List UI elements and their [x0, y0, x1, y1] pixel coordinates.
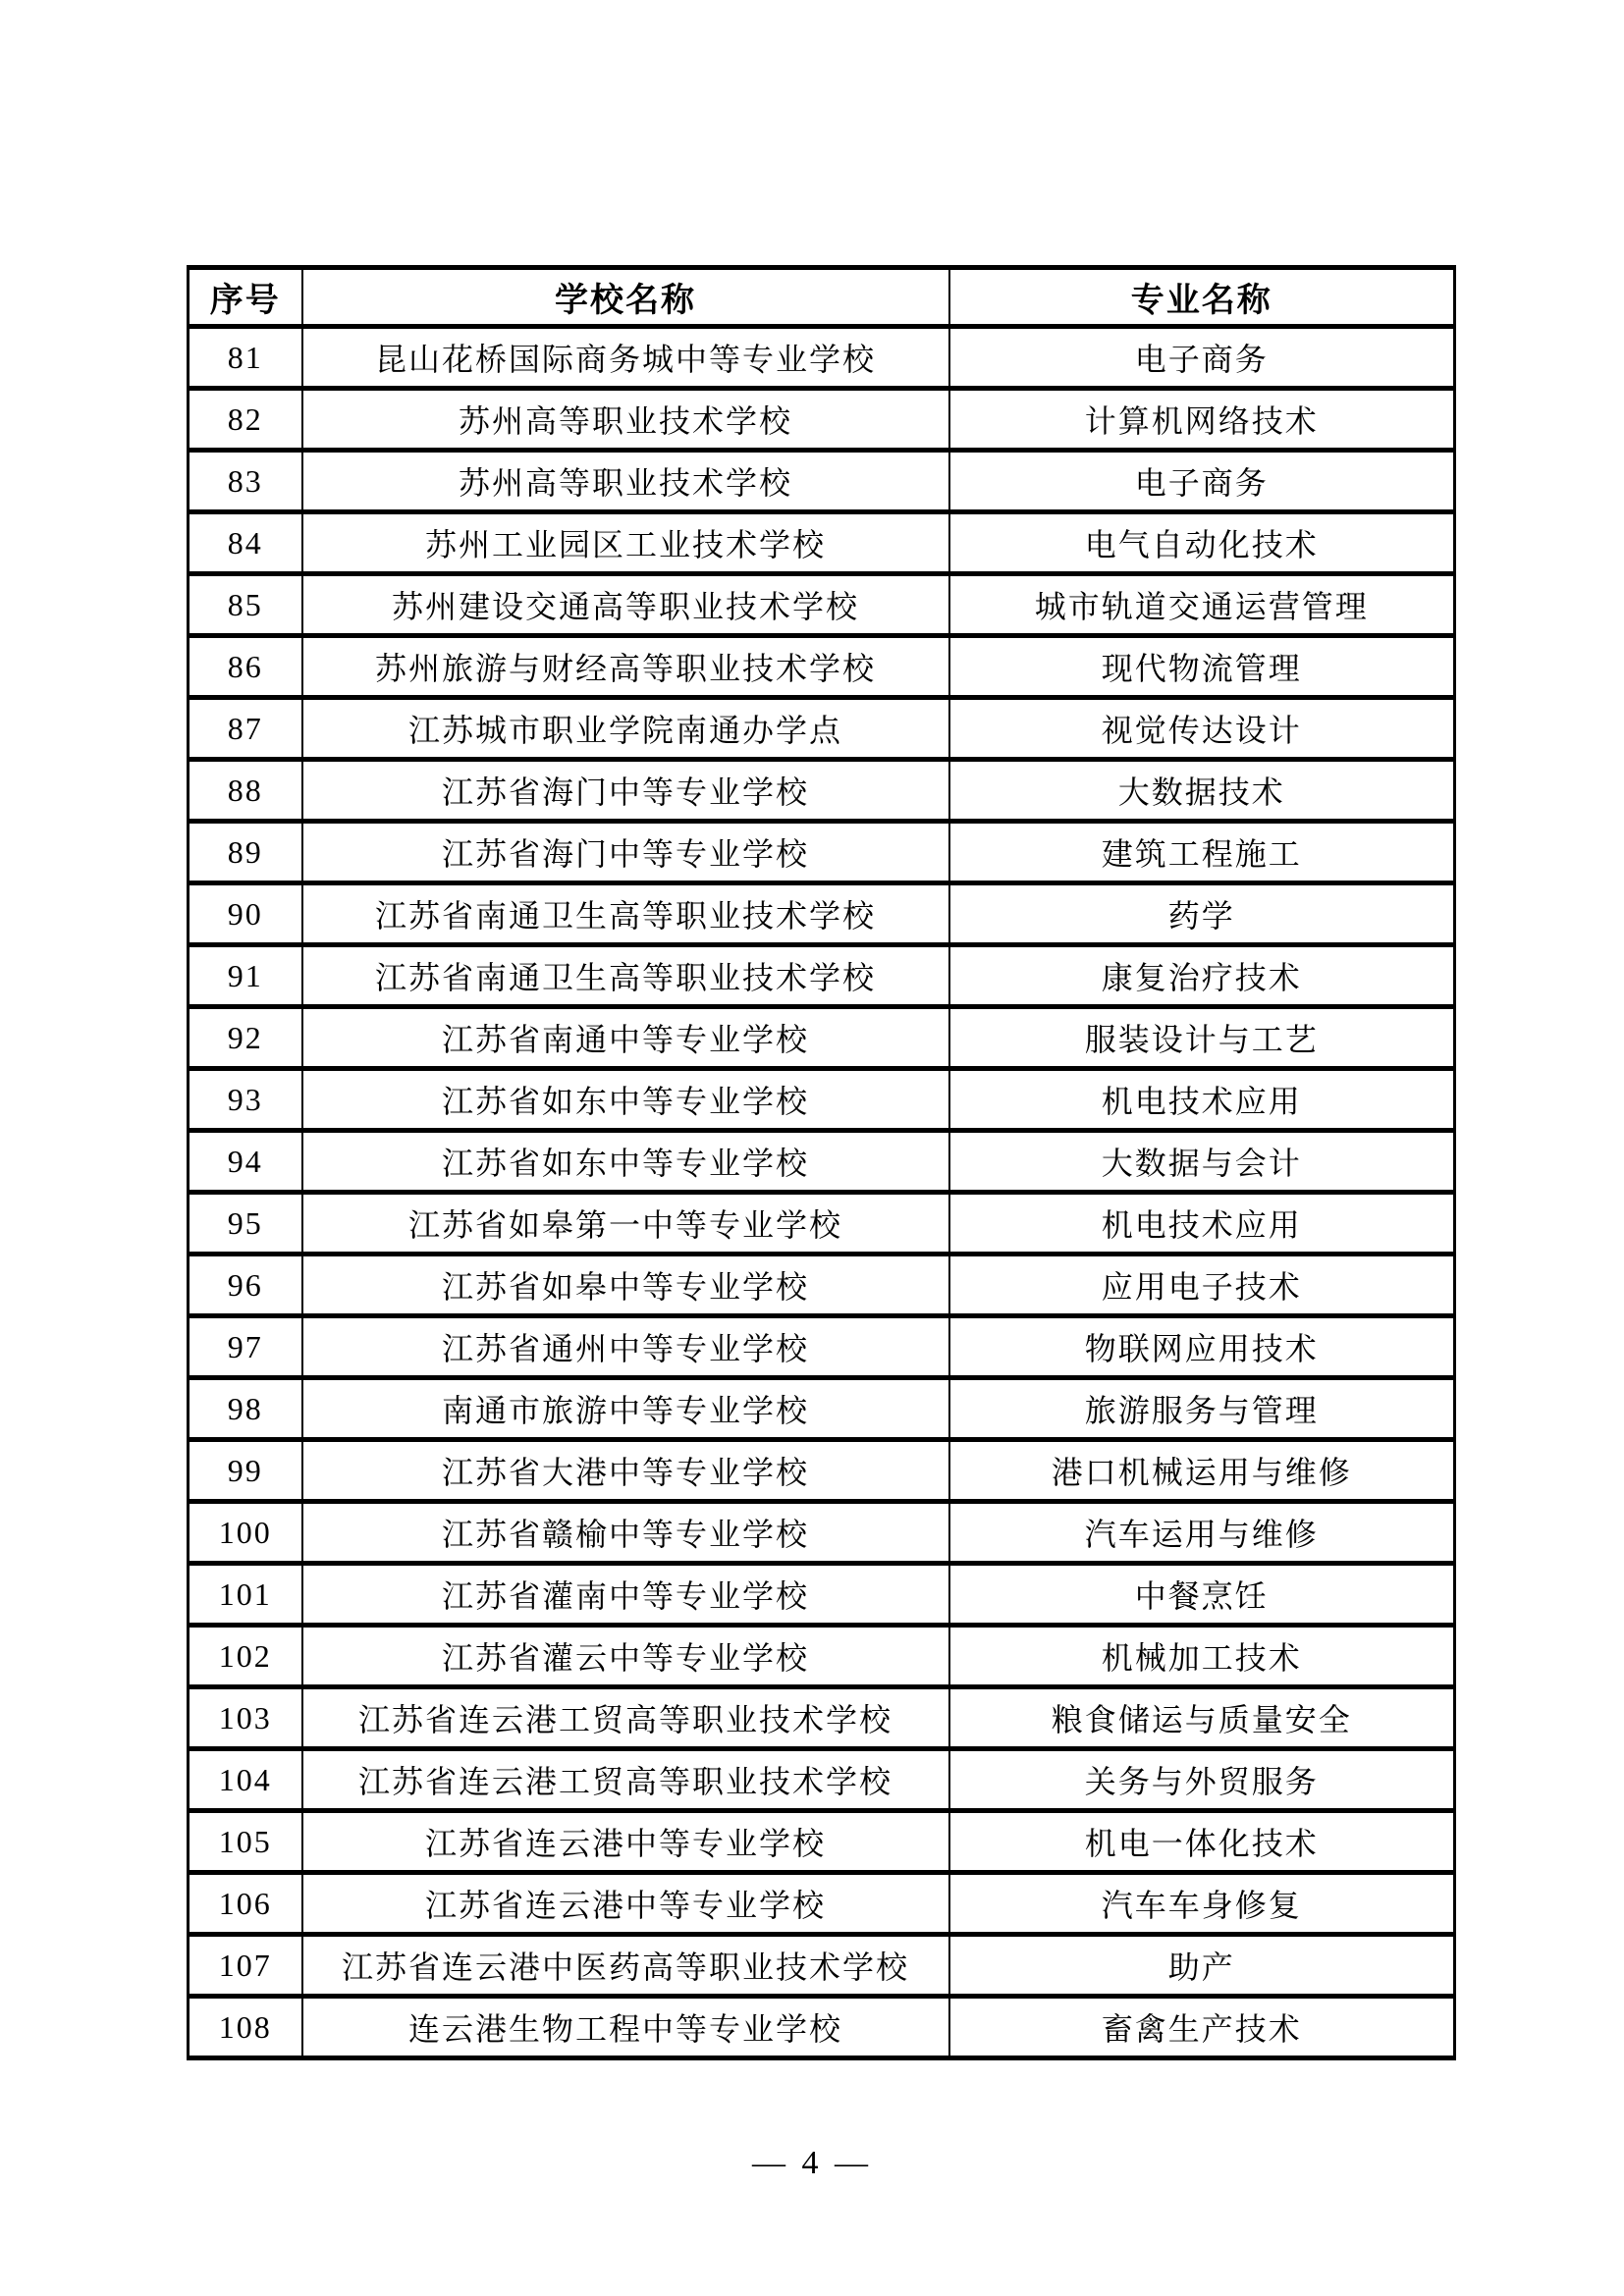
- school-name-cell: 苏州高等职业技术学校: [302, 451, 949, 512]
- table-row: [189, 1255, 1455, 1316]
- table-row: [189, 1502, 1455, 1564]
- table-row: [189, 945, 1455, 1007]
- row-index-cell: 90: [189, 883, 302, 945]
- major-name-cell: 建筑工程施工: [949, 822, 1455, 883]
- major-name-cell: 助产: [949, 1935, 1455, 1997]
- major-name-cell: 大数据技术: [949, 760, 1455, 822]
- school-name-cell: 江苏省灌南中等专业学校: [302, 1564, 949, 1626]
- table-row: [189, 1564, 1455, 1626]
- major-name-cell: 康复治疗技术: [949, 945, 1455, 1007]
- major-name-cell: 粮食储运与质量安全: [949, 1687, 1455, 1749]
- school-name-cell: 江苏省大港中等专业学校: [302, 1440, 949, 1502]
- table-row: [189, 574, 1455, 636]
- table-row: [189, 1626, 1455, 1687]
- table-row: [189, 1440, 1455, 1502]
- school-name-cell: 江苏省连云港中医药高等职业技术学校: [302, 1935, 949, 1997]
- row-index-cell: 87: [189, 698, 302, 760]
- row-index-cell: 98: [189, 1378, 302, 1440]
- school-name-cell: 江苏省如东中等专业学校: [302, 1069, 949, 1131]
- table-row: [189, 822, 1455, 883]
- major-name-cell: 机电技术应用: [949, 1069, 1455, 1131]
- major-name-cell: 应用电子技术: [949, 1255, 1455, 1316]
- major-name-cell: 服装设计与工艺: [949, 1007, 1455, 1069]
- major-name-cell: 视觉传达设计: [949, 698, 1455, 760]
- school-name-cell: 苏州旅游与财经高等职业技术学校: [302, 636, 949, 698]
- row-index-cell: 101: [189, 1564, 302, 1626]
- major-name-cell: 旅游服务与管理: [949, 1378, 1455, 1440]
- major-name-cell: 汽车运用与维修: [949, 1502, 1455, 1564]
- school-name-cell: 连云港生物工程中等专业学校: [302, 1997, 949, 2058]
- school-name-cell: 江苏省如皋第一中等专业学校: [302, 1193, 949, 1255]
- school-name-cell: 南通市旅游中等专业学校: [302, 1378, 949, 1440]
- row-index-cell: 99: [189, 1440, 302, 1502]
- school-name-cell: 江苏城市职业学院南通办学点: [302, 698, 949, 760]
- row-index-cell: 103: [189, 1687, 302, 1749]
- row-index-cell: 84: [189, 512, 302, 574]
- row-index-cell: 96: [189, 1255, 302, 1316]
- table-row: [189, 1193, 1455, 1255]
- major-name-cell: 药学: [949, 883, 1455, 945]
- row-index-cell: 108: [189, 1997, 302, 2058]
- table-row: [189, 451, 1455, 512]
- column-header-major: 专业名称: [949, 268, 1455, 327]
- school-name-cell: 江苏省灌云中等专业学校: [302, 1626, 949, 1687]
- row-index-cell: 94: [189, 1131, 302, 1193]
- row-index-cell: 82: [189, 389, 302, 451]
- table-row: [189, 1687, 1455, 1749]
- school-name-cell: 江苏省海门中等专业学校: [302, 760, 949, 822]
- row-index-cell: 93: [189, 1069, 302, 1131]
- table-row: [189, 1873, 1455, 1935]
- column-header-school: 学校名称: [302, 268, 949, 327]
- major-name-cell: 电子商务: [949, 451, 1455, 512]
- table-row: [189, 1997, 1455, 2058]
- school-name-cell: 江苏省南通卫生高等职业技术学校: [302, 945, 949, 1007]
- row-index-cell: 85: [189, 574, 302, 636]
- school-name-cell: 江苏省通州中等专业学校: [302, 1316, 949, 1378]
- school-name-cell: 江苏省赣榆中等专业学校: [302, 1502, 949, 1564]
- school-name-cell: 昆山花桥国际商务城中等专业学校: [302, 327, 949, 389]
- school-major-table: [187, 265, 1456, 2060]
- school-name-cell: 江苏省连云港工贸高等职业技术学校: [302, 1749, 949, 1811]
- row-index-cell: 105: [189, 1811, 302, 1873]
- row-index-cell: 89: [189, 822, 302, 883]
- school-name-cell: 江苏省南通中等专业学校: [302, 1007, 949, 1069]
- row-index-cell: 107: [189, 1935, 302, 1997]
- table-row: [189, 512, 1455, 574]
- school-name-cell: 江苏省南通卫生高等职业技术学校: [302, 883, 949, 945]
- school-name-cell: 江苏省连云港中等专业学校: [302, 1873, 949, 1935]
- row-index-cell: 100: [189, 1502, 302, 1564]
- major-name-cell: 电气自动化技术: [949, 512, 1455, 574]
- school-name-cell: 苏州工业园区工业技术学校: [302, 512, 949, 574]
- table-row: [189, 636, 1455, 698]
- table-row: [189, 1935, 1455, 1997]
- table-row: [189, 698, 1455, 760]
- major-name-cell: 汽车车身修复: [949, 1873, 1455, 1935]
- table-row: [189, 389, 1455, 451]
- table-row: [189, 1007, 1455, 1069]
- table-header-row: [189, 268, 1455, 327]
- major-name-cell: 物联网应用技术: [949, 1316, 1455, 1378]
- table-row: [189, 1811, 1455, 1873]
- school-name-cell: 苏州建设交通高等职业技术学校: [302, 574, 949, 636]
- major-name-cell: 畜禽生产技术: [949, 1997, 1455, 2058]
- column-header-index: 序号: [189, 268, 302, 327]
- row-index-cell: 95: [189, 1193, 302, 1255]
- major-name-cell: 机械加工技术: [949, 1626, 1455, 1687]
- school-name-cell: 苏州高等职业技术学校: [302, 389, 949, 451]
- school-name-cell: 江苏省连云港工贸高等职业技术学校: [302, 1687, 949, 1749]
- table-row: [189, 1069, 1455, 1131]
- major-name-cell: 电子商务: [949, 327, 1455, 389]
- school-name-cell: 江苏省如皋中等专业学校: [302, 1255, 949, 1316]
- row-index-cell: 104: [189, 1749, 302, 1811]
- table-row: [189, 1749, 1455, 1811]
- table-row: [189, 1131, 1455, 1193]
- table-row: [189, 1316, 1455, 1378]
- major-name-cell: 城市轨道交通运营管理: [949, 574, 1455, 636]
- row-index-cell: 106: [189, 1873, 302, 1935]
- row-index-cell: 86: [189, 636, 302, 698]
- row-index-cell: 92: [189, 1007, 302, 1069]
- school-name-cell: 江苏省海门中等专业学校: [302, 822, 949, 883]
- page-number: — 4 —: [752, 2145, 872, 2181]
- major-name-cell: 港口机械运用与维修: [949, 1440, 1455, 1502]
- major-name-cell: 中餐烹饪: [949, 1564, 1455, 1626]
- row-index-cell: 81: [189, 327, 302, 389]
- table-row: [189, 760, 1455, 822]
- row-index-cell: 102: [189, 1626, 302, 1687]
- major-name-cell: 现代物流管理: [949, 636, 1455, 698]
- major-name-cell: 关务与外贸服务: [949, 1749, 1455, 1811]
- row-index-cell: 97: [189, 1316, 302, 1378]
- major-name-cell: 机电一体化技术: [949, 1811, 1455, 1873]
- row-index-cell: 83: [189, 451, 302, 512]
- row-index-cell: 88: [189, 760, 302, 822]
- table-body: [189, 327, 1455, 2058]
- table-row: [189, 883, 1455, 945]
- row-index-cell: 91: [189, 945, 302, 1007]
- table-row: [189, 327, 1455, 389]
- major-name-cell: 大数据与会计: [949, 1131, 1455, 1193]
- school-name-cell: 江苏省如东中等专业学校: [302, 1131, 949, 1193]
- table-row: [189, 1378, 1455, 1440]
- school-name-cell: 江苏省连云港中等专业学校: [302, 1811, 949, 1873]
- major-name-cell: 计算机网络技术: [949, 389, 1455, 451]
- major-name-cell: 机电技术应用: [949, 1193, 1455, 1255]
